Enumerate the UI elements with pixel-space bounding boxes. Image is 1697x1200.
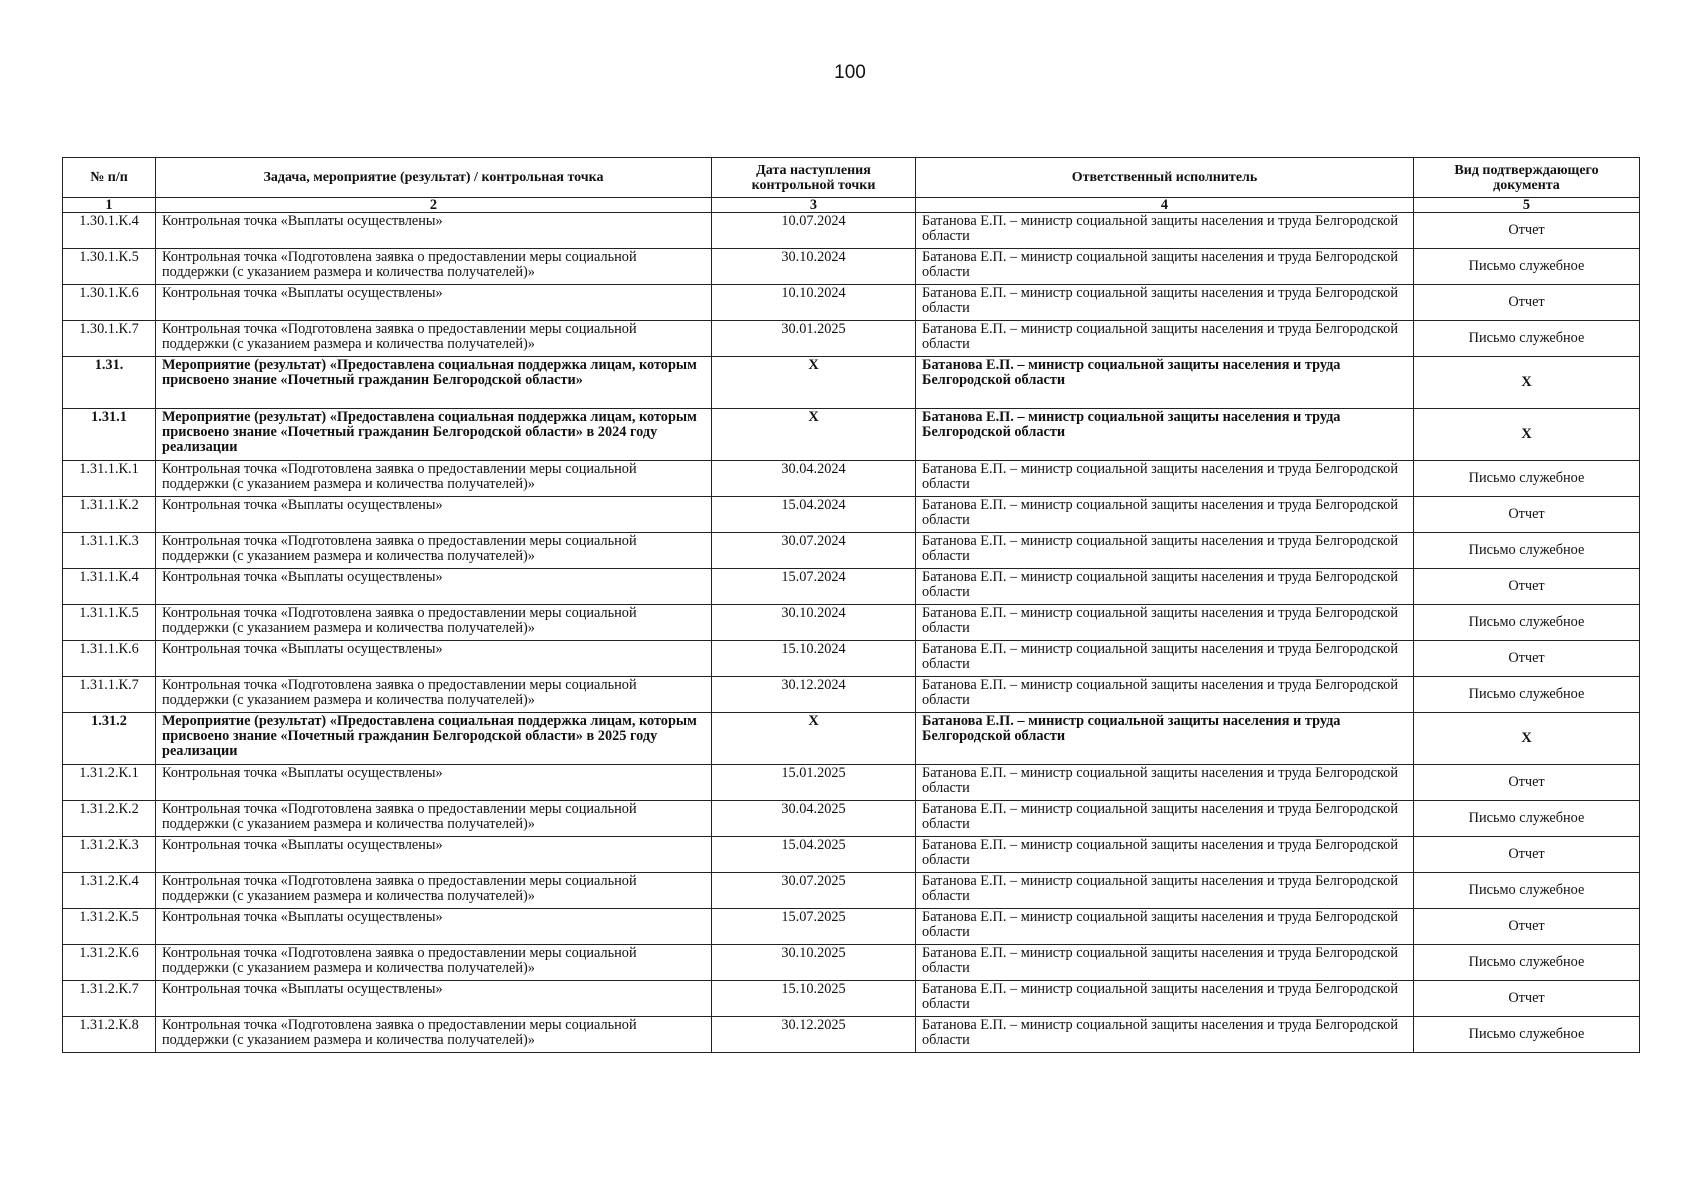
row-responsible: Батанова Е.П. – министр социальной защиты населения и труда Белгородской области xyxy=(916,641,1414,677)
row-date: 15.04.2025 xyxy=(712,837,916,873)
header-responsible: Ответственный исполнитель xyxy=(916,158,1414,198)
row-number: 1.30.1.К.6 xyxy=(63,285,156,321)
row-task: Контрольная точка «Подготовлена заявка о предоставлении меры социальной поддержки (с указанием размера и количества получателей)» xyxy=(156,249,712,285)
row-document: Письмо служебное xyxy=(1414,461,1640,497)
row-responsible: Батанова Е.П. – министр социальной защиты населения и труда Белгородской области xyxy=(916,677,1414,713)
row-date: 30.10.2024 xyxy=(712,249,916,285)
row-responsible: Батанова Е.П. – министр социальной защиты населения и труда Белгородской области xyxy=(916,249,1414,285)
row-number: 1.31.1.К.7 xyxy=(63,677,156,713)
row-date: 30.07.2025 xyxy=(712,873,916,909)
row-number: 1.31.2.К.4 xyxy=(63,873,156,909)
row-number: 1.31.2.К.3 xyxy=(63,837,156,873)
header-date: Дата наступления контрольной точки xyxy=(712,158,916,198)
row-date: 30.12.2024 xyxy=(712,677,916,713)
row-task: Мероприятие (результат) «Предоставлена социальная поддержка лицам, которым присвоено знание «Почетный гражданин Белгородской области» в 2025 году реализации xyxy=(156,713,712,765)
row-task: Контрольная точка «Выплаты осуществлены» xyxy=(156,285,712,321)
row-number: 1.31.1.К.3 xyxy=(63,533,156,569)
row-responsible: Батанова Е.П. – министр социальной защиты населения и труда Белгородской области xyxy=(916,801,1414,837)
row-date: 30.04.2025 xyxy=(712,801,916,837)
control-point-row xyxy=(63,285,1640,321)
row-document: Письмо служебное xyxy=(1414,605,1640,641)
row-document: X xyxy=(1414,713,1640,765)
control-point-row xyxy=(63,249,1640,285)
control-point-row xyxy=(63,569,1640,605)
control-point-row xyxy=(63,677,1640,713)
row-task: Контрольная точка «Выплаты осуществлены» xyxy=(156,569,712,605)
row-document: Отчет xyxy=(1414,497,1640,533)
control-point-row xyxy=(63,321,1640,357)
row-number: 1.31.1 xyxy=(63,409,156,461)
row-responsible: Батанова Е.П. – министр социальной защиты населения и труда Белгородской области xyxy=(916,713,1414,765)
row-responsible: Батанова Е.П. – министр социальной защиты населения и труда Белгородской области xyxy=(916,945,1414,981)
row-responsible: Батанова Е.П. – министр социальной защиты населения и труда Белгородской области xyxy=(916,605,1414,641)
row-responsible: Батанова Е.П. – министр социальной защиты населения и труда Белгородской области xyxy=(916,873,1414,909)
row-task: Контрольная точка «Выплаты осуществлены» xyxy=(156,641,712,677)
row-date: 15.04.2024 xyxy=(712,497,916,533)
row-date: 30.04.2024 xyxy=(712,461,916,497)
row-date: 15.07.2024 xyxy=(712,569,916,605)
row-task: Контрольная точка «Подготовлена заявка о предоставлении меры социальной поддержки (с указанием размера и количества получателей)» xyxy=(156,461,712,497)
row-responsible: Батанова Е.П. – министр социальной защиты населения и труда Белгородской области xyxy=(916,461,1414,497)
row-document: Письмо служебное xyxy=(1414,801,1640,837)
row-document: Письмо служебное xyxy=(1414,873,1640,909)
row-document: Отчет xyxy=(1414,765,1640,801)
column-numbers-row xyxy=(63,198,1640,213)
activity-row xyxy=(63,409,1640,461)
row-date: 30.10.2025 xyxy=(712,945,916,981)
row-task: Контрольная точка «Подготовлена заявка о предоставлении меры социальной поддержки (с указанием размера и количества получателей)» xyxy=(156,1017,712,1053)
row-document: X xyxy=(1414,409,1640,461)
row-number: 1.31.2.К.6 xyxy=(63,945,156,981)
row-responsible: Батанова Е.П. – министр социальной защиты населения и труда Белгородской области xyxy=(916,1017,1414,1053)
control-point-row xyxy=(63,945,1640,981)
control-point-row xyxy=(63,533,1640,569)
row-date: 15.10.2025 xyxy=(712,981,916,1017)
control-point-row xyxy=(63,765,1640,801)
row-document: Отчет xyxy=(1414,837,1640,873)
row-number: 1.31. xyxy=(63,357,156,409)
row-task: Контрольная точка «Подготовлена заявка о предоставлении меры социальной поддержки (с указанием размера и количества получателей)» xyxy=(156,873,712,909)
row-document: Письмо служебное xyxy=(1414,249,1640,285)
row-date: 15.01.2025 xyxy=(712,765,916,801)
row-task: Контрольная точка «Выплаты осуществлены» xyxy=(156,497,712,533)
row-number: 1.31.2.К.7 xyxy=(63,981,156,1017)
row-task: Контрольная точка «Подготовлена заявка о предоставлении меры социальной поддержки (с указанием размера и количества получателей)» xyxy=(156,321,712,357)
header-num: № п/п xyxy=(63,158,156,198)
row-task: Контрольная точка «Подготовлена заявка о предоставлении меры социальной поддержки (с указанием размера и количества получателей)» xyxy=(156,945,712,981)
row-date: 15.07.2025 xyxy=(712,909,916,945)
control-point-row xyxy=(63,213,1640,249)
row-document: Отчет xyxy=(1414,569,1640,605)
row-number: 1.31.1.К.1 xyxy=(63,461,156,497)
header-task: Задача, мероприятие (результат) / контрольная точка xyxy=(156,158,712,198)
row-document: X xyxy=(1414,357,1640,409)
header-document: Вид подтверждающего документа xyxy=(1414,158,1640,198)
row-task: Контрольная точка «Подготовлена заявка о предоставлении меры социальной поддержки (с указанием размера и количества получателей)» xyxy=(156,677,712,713)
control-point-row xyxy=(63,909,1640,945)
row-responsible: Батанова Е.П. – министр социальной защиты населения и труда Белгородской области xyxy=(916,497,1414,533)
row-number: 1.31.2.К.2 xyxy=(63,801,156,837)
column-number: 4 xyxy=(916,198,1414,213)
control-point-row xyxy=(63,837,1640,873)
row-responsible: Батанова Е.П. – министр социальной защиты населения и труда Белгородской области xyxy=(916,569,1414,605)
row-date: 10.07.2024 xyxy=(712,213,916,249)
row-responsible: Батанова Е.П. – министр социальной защиты населения и труда Белгородской области xyxy=(916,909,1414,945)
row-date: 15.10.2024 xyxy=(712,641,916,677)
row-number: 1.31.1.К.5 xyxy=(63,605,156,641)
row-date: 30.12.2025 xyxy=(712,1017,916,1053)
control-point-row xyxy=(63,981,1640,1017)
row-responsible: Батанова Е.П. – министр социальной защиты населения и труда Белгородской области xyxy=(916,533,1414,569)
row-responsible: Батанова Е.П. – министр социальной защиты населения и труда Белгородской области xyxy=(916,321,1414,357)
column-number: 3 xyxy=(712,198,916,213)
row-task: Контрольная точка «Выплаты осуществлены» xyxy=(156,981,712,1017)
row-number: 1.30.1.К.5 xyxy=(63,249,156,285)
row-document: Отчет xyxy=(1414,213,1640,249)
row-document: Письмо служебное xyxy=(1414,1017,1640,1053)
row-document: Письмо служебное xyxy=(1414,321,1640,357)
row-task: Контрольная точка «Выплаты осуществлены» xyxy=(156,909,712,945)
activity-row xyxy=(63,713,1640,765)
row-document: Отчет xyxy=(1414,641,1640,677)
row-number: 1.30.1.К.4 xyxy=(63,213,156,249)
row-date: 10.10.2024 xyxy=(712,285,916,321)
row-responsible: Батанова Е.П. – министр социальной защиты населения и труда Белгородской области xyxy=(916,285,1414,321)
control-point-row xyxy=(63,801,1640,837)
column-number: 5 xyxy=(1414,198,1640,213)
row-task: Контрольная точка «Подготовлена заявка о предоставлении меры социальной поддержки (с указанием размера и количества получателей)» xyxy=(156,605,712,641)
row-task: Контрольная точка «Подготовлена заявка о предоставлении меры социальной поддержки (с указанием размера и количества получателей)» xyxy=(156,533,712,569)
page-number: 100 xyxy=(834,62,866,83)
row-document: Письмо служебное xyxy=(1414,677,1640,713)
row-responsible: Батанова Е.П. – министр социальной защиты населения и труда Белгородской области xyxy=(916,837,1414,873)
row-task: Мероприятие (результат) «Предоставлена социальная поддержка лицам, которым присвоено знание «Почетный гражданин Белгородской области» в 2024 году реализации xyxy=(156,409,712,461)
row-document: Письмо служебное xyxy=(1414,533,1640,569)
row-task: Контрольная точка «Выплаты осуществлены» xyxy=(156,837,712,873)
row-task: Контрольная точка «Выплаты осуществлены» xyxy=(156,765,712,801)
row-number: 1.31.2.К.5 xyxy=(63,909,156,945)
row-number: 1.31.1.К.2 xyxy=(63,497,156,533)
row-number: 1.31.1.К.4 xyxy=(63,569,156,605)
control-point-row xyxy=(63,605,1640,641)
control-point-row xyxy=(63,641,1640,677)
row-responsible: Батанова Е.П. – министр социальной защиты населения и труда Белгородской области xyxy=(916,765,1414,801)
row-document: Отчет xyxy=(1414,285,1640,321)
row-number: 1.30.1.К.7 xyxy=(63,321,156,357)
row-document: Письмо служебное xyxy=(1414,945,1640,981)
row-task: Контрольная точка «Подготовлена заявка о предоставлении меры социальной поддержки (с указанием размера и количества получателей)» xyxy=(156,801,712,837)
row-number: 1.31.2.К.8 xyxy=(63,1017,156,1053)
column-number: 2 xyxy=(156,198,712,213)
row-date: X xyxy=(712,357,916,409)
row-date: 30.01.2025 xyxy=(712,321,916,357)
row-date: X xyxy=(712,713,916,765)
row-number: 1.31.1.К.6 xyxy=(63,641,156,677)
row-number: 1.31.2.К.1 xyxy=(63,765,156,801)
header-row xyxy=(63,158,1640,198)
row-task: Контрольная точка «Выплаты осуществлены» xyxy=(156,213,712,249)
row-task: Мероприятие (результат) «Предоставлена социальная поддержка лицам, которым присвоено знание «Почетный гражданин Белгородской области» xyxy=(156,357,712,409)
control-point-row xyxy=(63,1017,1640,1053)
row-responsible: Батанова Е.П. – министр социальной защиты населения и труда Белгородской области xyxy=(916,981,1414,1017)
control-point-row xyxy=(63,497,1640,533)
row-responsible: Батанова Е.П. – министр социальной защиты населения и труда Белгородской области xyxy=(916,213,1414,249)
row-number: 1.31.2 xyxy=(63,713,156,765)
row-document: Отчет xyxy=(1414,909,1640,945)
control-point-row xyxy=(63,461,1640,497)
control-point-row xyxy=(63,873,1640,909)
row-responsible: Батанова Е.П. – министр социальной защиты населения и труда Белгородской области xyxy=(916,357,1414,409)
row-date: X xyxy=(712,409,916,461)
activity-row xyxy=(63,357,1640,409)
schedule-table xyxy=(62,157,1640,1053)
column-number: 1 xyxy=(63,198,156,213)
row-document: Отчет xyxy=(1414,981,1640,1017)
row-responsible: Батанова Е.П. – министр социальной защиты населения и труда Белгородской области xyxy=(916,409,1414,461)
row-date: 30.10.2024 xyxy=(712,605,916,641)
row-date: 30.07.2024 xyxy=(712,533,916,569)
